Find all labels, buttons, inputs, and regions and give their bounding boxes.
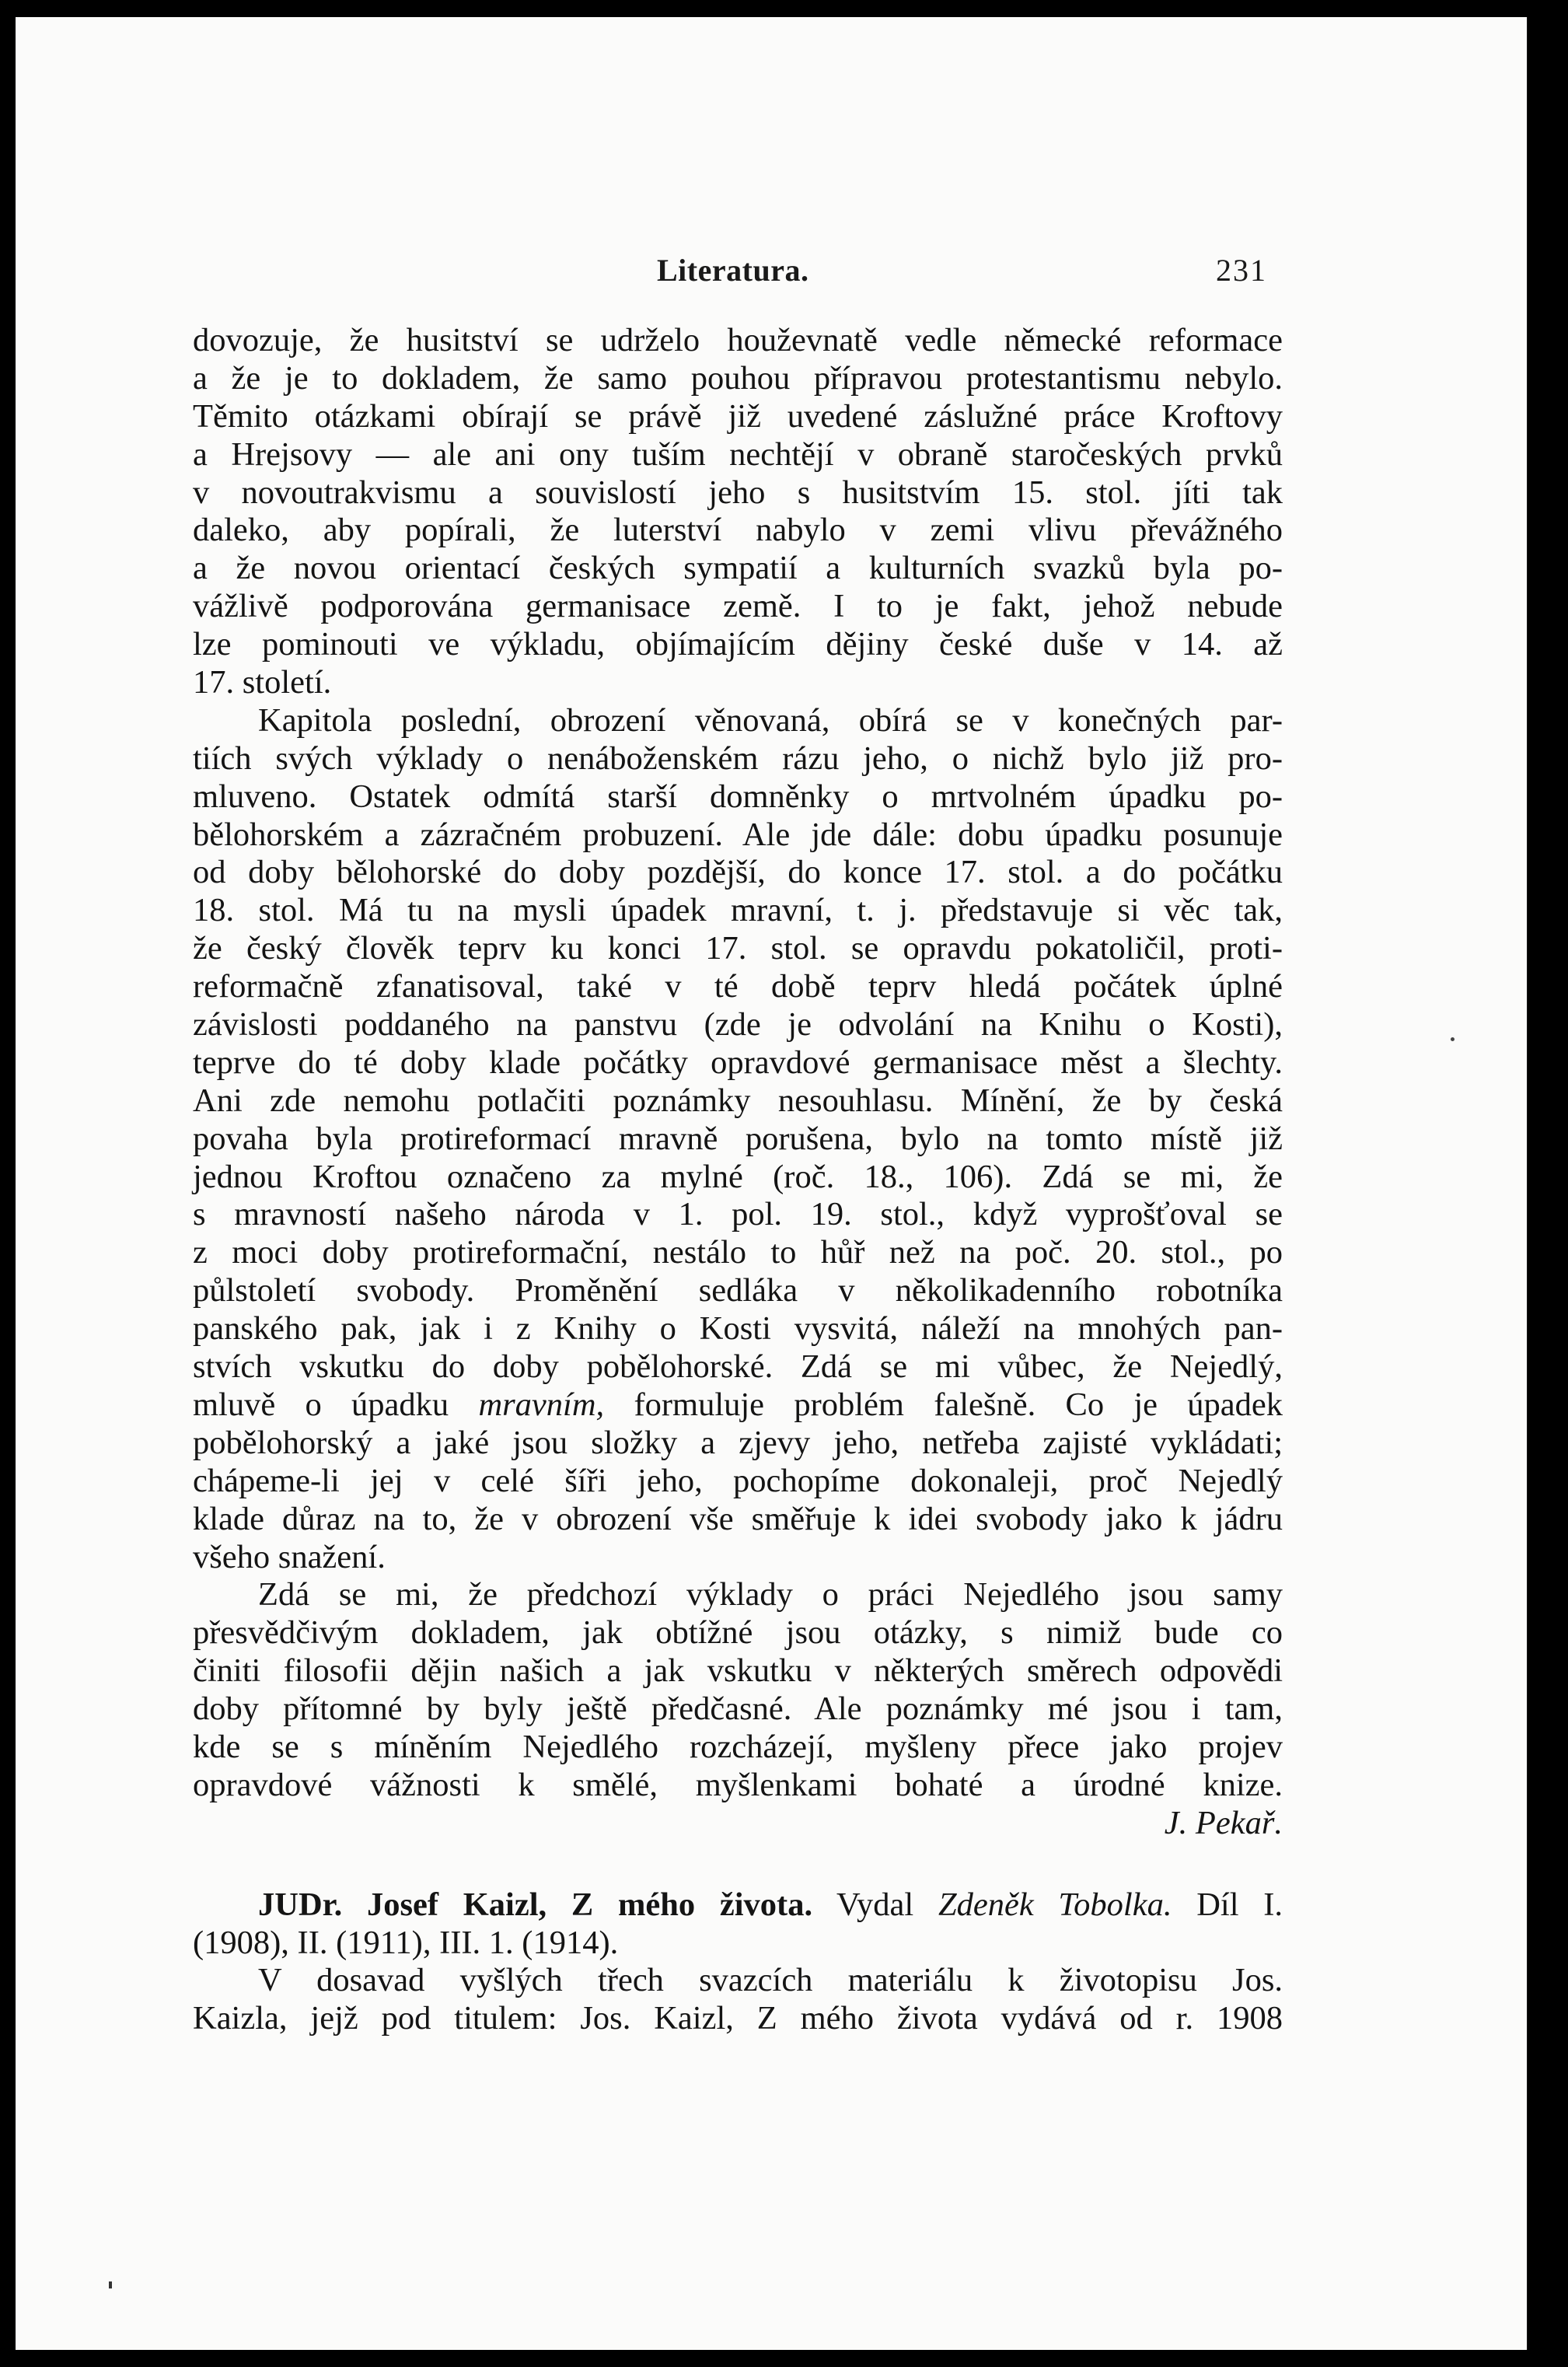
text-line: daleko, aby popírali, že luterství nabylo v zemi vlivu převážného xyxy=(193,512,1283,549)
heading-text: Díl I. xyxy=(1196,1886,1283,1923)
page xyxy=(16,17,1528,2350)
text-line: s mravností našeho národa v 1. pol. 19. stol., když vyprošťoval se xyxy=(193,1196,1283,1233)
text-line: přesvědčivým dokladem, jak obtížné jsou otázky, s nimiž bude co xyxy=(193,1614,1283,1652)
text-line: tiích svých výklady o nenáboženském rázu jeho, o nichž bylo již pro- xyxy=(193,739,1283,777)
text-line: kde se s míněním Nejedlého rozcházejí, myšleny přece jako projev xyxy=(193,1728,1283,1765)
text-line: 17. století. xyxy=(193,664,332,701)
text-line: vážlivě podporována germanisace země. I to je fakt, jehož nebude xyxy=(193,588,1283,625)
text-line: všeho snažení. xyxy=(193,1538,386,1575)
text-line: jednou Kroftou označeno za mylné (roč. 18., 106). Zdá se mi, že xyxy=(193,1158,1283,1195)
text-line: 18. stol. Má tu na mysli úpadek mravní, t. j. představuje si věc tak, xyxy=(193,892,1283,929)
text-line: panského pak, jak i z Knihy o Kosti vysvitá, náleží na mnohých pan- xyxy=(193,1310,1283,1348)
text-line: od doby bělohorské do doby pozdější, do konce 17. stol. a do počátku xyxy=(193,854,1283,891)
running-head-title: Literatura. xyxy=(657,253,809,288)
text-line: Kapitola poslední, obrození věnovaná, obírá se v konečných par- xyxy=(258,701,1283,739)
text-line: Těmito otázkami obírají se právě již uvedené záslužné práce Kroftovy xyxy=(193,397,1283,435)
text-line: závislosti poddaného na panstvu (zde je odvolání na Knihu o Kosti), xyxy=(193,1006,1283,1044)
text-line: pobělohorský a jaké jsou složky a zjevy jeho, netřeba zajisté vykládati; xyxy=(193,1424,1283,1461)
body-text xyxy=(193,322,1283,2038)
text-line xyxy=(193,1386,1283,1425)
text-segment: mluvě o úpadku xyxy=(193,1386,449,1423)
signature: J. Pekař. xyxy=(1164,1804,1283,1841)
heading-author-title: JUDr. Josef Kaizl, Z mého života. xyxy=(258,1886,813,1923)
text-line: V dosavad vyšlých třech svazcích materiálu k životopisu Jos. xyxy=(258,1962,1283,1999)
text-line: činiti filosofii dějin našich a jak vskutku v některých směrech odpovědi xyxy=(193,1652,1283,1690)
text-line: z moci doby protireformační, nestálo to hůř než na poč. 20. stol., po xyxy=(193,1234,1283,1271)
text-line: Zdá se mi, že předchozí výklady o práci Nejedlého jsou samy xyxy=(258,1576,1283,1614)
text-line: že český člověk teprv ku konci 17. stol. se opravdu pokatoličil, proti- xyxy=(193,930,1283,967)
page-number: 231 xyxy=(1216,253,1267,288)
review-heading xyxy=(193,1886,1283,1925)
running-head xyxy=(179,252,1267,299)
text-line: doby přítomné by byly ještě předčasné. Ale poznámky mé jsou i tam, xyxy=(193,1690,1283,1728)
text-line: Kaizla, jejž pod titulem: Jos. Kaizl, Z mého života vydává od r. 1908 xyxy=(193,2000,1283,2037)
text-line: v novoutrakvismu a souvislostí jeho s husitstvím 15. stol. jíti tak xyxy=(193,474,1283,511)
text-line: stvích vskutku do doby pobělohorské. Zdá se mi vůbec, že Nejedlý, xyxy=(193,1348,1283,1386)
text-line: povaha byla protireformací mravně porušena, bylo na tomto místě již xyxy=(193,1120,1283,1157)
text-line: lze pominouti ve výkladu, objímajícím dějiny české duše v 14. až xyxy=(193,626,1283,663)
heading-editor: Zdeněk Tobolka. xyxy=(938,1886,1172,1923)
text-line: teprve do té doby klade počátky opravdové germanisace měst a šlechty. xyxy=(193,1044,1283,1081)
text-line: a že novou orientací českých sympatií a kulturních svazků byla po- xyxy=(193,550,1283,587)
text-line: klade důraz na to, že v obrození vše směřuje k idei svobody jako k jádru xyxy=(193,1500,1283,1537)
text-line: chápeme-li jej v celé šíři jeho, pochopíme dokonaleji, proč Nejedlý xyxy=(193,1462,1283,1499)
text-line: bělohorském a zázračném probuzení. Ale jde dále: dobu úpadku posunuje xyxy=(193,816,1283,853)
text-line: půlstoletí svobody. Proměnění sedláka v několikadenního robotníka xyxy=(193,1272,1283,1309)
heading-text: Vydal xyxy=(836,1886,914,1923)
review-heading-volumes: (1908), II. (1911), III. 1. (1914). xyxy=(193,1924,619,1961)
text-line: dovozuje, že husitství se udrželo houževnatě vedle německé reformace xyxy=(193,322,1283,358)
section-gap xyxy=(193,1843,1283,1886)
text-line: a že je to dokladem, že samo pouhou přípravou protestantismu nebylo. xyxy=(193,359,1283,397)
emphasis: mravním, xyxy=(478,1386,605,1423)
ink-speck xyxy=(1451,1037,1455,1041)
scan-border xyxy=(1528,0,1568,2367)
text-segment: formuluje problém falešně. Co je úpadek xyxy=(634,1386,1283,1423)
text-line: opravdové vážnosti k smělé, myšlenkami bohaté a úrodné knize. xyxy=(193,1766,1283,1803)
margin-mark xyxy=(109,2281,112,2288)
text-line: reformačně zfanatisoval, také v té době teprv hledá počátek úplné xyxy=(193,968,1283,1005)
text-line: mluveno. Ostatek odmítá starší domněnky o mrtvolném úpadku po- xyxy=(193,778,1283,815)
text-line: a Hrejsovy — ale ani ony tuším nechtějí v obraně staročeských prvků xyxy=(193,435,1283,473)
text-line: Ani zde nemohu potlačiti poznámky nesouhlasu. Mínění, že by česká xyxy=(193,1082,1283,1119)
